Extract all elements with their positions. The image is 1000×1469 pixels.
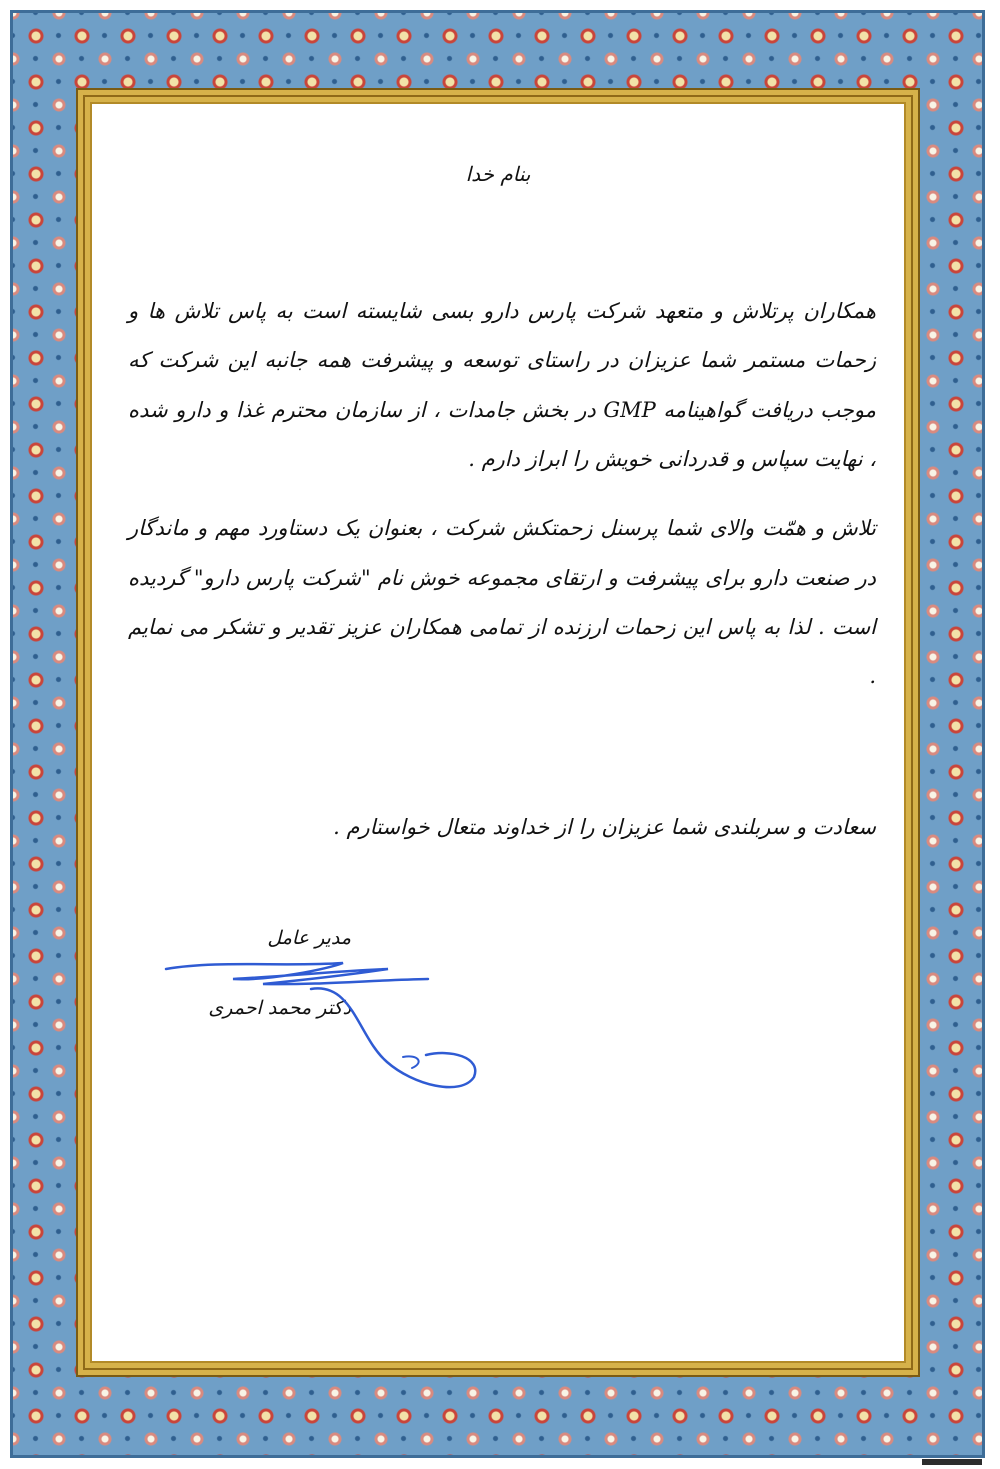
signatory-name: دکتر محمد احمری (208, 997, 351, 1019)
letter-body (128, 287, 876, 722)
closing-line: سعادت و سربلندی شما عزیزان را از خداوند متعال خواستارم . (333, 815, 876, 839)
signatory-title: مدیر عامل (267, 927, 351, 949)
paragraph-2: تلاش و همّت والای شما پرسنل زحمتکش شرکت ، بعنوان یک دستاورد مهم و ماندگار در صنعت دارو برای پیشرفت و ارتقای مجموعه خوش نام "شرکت پارس دارو" گردیده است . لذا به پاس این زحمات ارزنده از تمامی همکاران عزیز تقدیر و تشکر می نمایم . (128, 516, 876, 689)
paragraph-1: همکاران پرتلاش و متعهد شرکت پارس دارو بسی شایسته است به پاس تلاش ها و زحمات مستمر شما عزیزان در راستای توسعه و پیشرفت همه جانبه این شرکت که موجب دریافت گواهینامه GMP در بخش جامدات ، از سازمان محترم غذا و دارو شده ، نهایت سپاس و قدردانی خویش را ابراز دارم . (128, 299, 876, 472)
letter-page (100, 112, 896, 1353)
signature-scribble (163, 957, 493, 1137)
bottom-edge-mark (922, 1458, 982, 1466)
letter-heading: بنام خدا (465, 162, 531, 186)
